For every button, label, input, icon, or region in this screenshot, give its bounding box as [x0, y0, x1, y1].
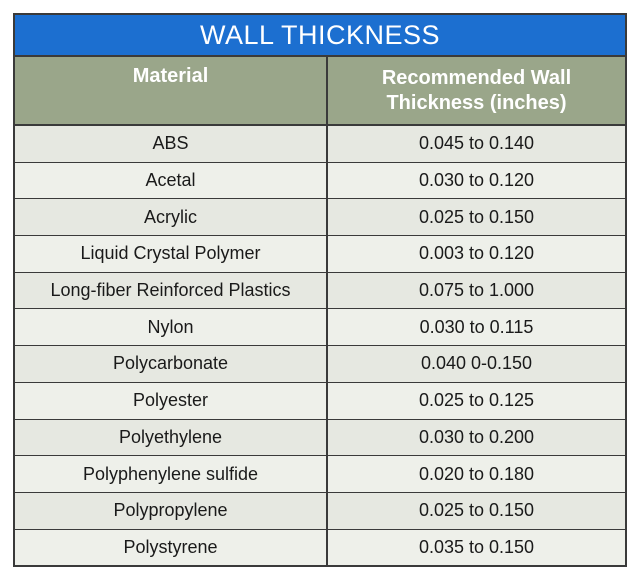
- cell-material: Polyester: [15, 382, 327, 419]
- cell-thickness: 0.025 to 0.150: [327, 199, 625, 236]
- table-row: [15, 456, 625, 493]
- cell-thickness: 0.025 to 0.125: [327, 382, 625, 419]
- cell-material: Acetal: [15, 162, 327, 199]
- cell-thickness: 0.040 0-0.150: [327, 346, 625, 383]
- table-row: [15, 272, 625, 309]
- cell-thickness: 0.030 to 0.120: [327, 162, 625, 199]
- table-row: [15, 492, 625, 529]
- cell-material: Polyethylene: [15, 419, 327, 456]
- cell-material: Acrylic: [15, 199, 327, 236]
- header-thickness: [327, 57, 625, 125]
- cell-thickness: 0.020 to 0.180: [327, 456, 625, 493]
- cell-material: Polypropylene: [15, 492, 327, 529]
- table-row: [15, 419, 625, 456]
- table-row: [15, 382, 625, 419]
- cell-material: Nylon: [15, 309, 327, 346]
- cell-thickness: 0.025 to 0.150: [327, 492, 625, 529]
- cell-thickness: 0.030 to 0.115: [327, 309, 625, 346]
- table-row: [15, 346, 625, 383]
- cell-material: Polycarbonate: [15, 346, 327, 383]
- table-row: [15, 236, 625, 273]
- cell-material: ABS: [15, 125, 327, 162]
- cell-material: Long-fiber Reinforced Plastics: [15, 272, 327, 309]
- header-material: Material: [15, 57, 327, 125]
- cell-material: Liquid Crystal Polymer: [15, 236, 327, 273]
- table-row: [15, 162, 625, 199]
- cell-thickness: 0.075 to 1.000: [327, 272, 625, 309]
- cell-thickness: 0.003 to 0.120: [327, 236, 625, 273]
- table-row: [15, 199, 625, 236]
- wall-thickness-table: [13, 13, 627, 567]
- table-title: WALL THICKNESS: [15, 15, 625, 57]
- cell-material: Polystyrene: [15, 529, 327, 565]
- header-thickness-line2: Thickness (inches): [386, 91, 567, 114]
- table-row: [15, 309, 625, 346]
- table-row: [15, 125, 625, 162]
- header-row: [15, 57, 625, 125]
- cell-thickness: 0.035 to 0.150: [327, 529, 625, 565]
- table-row: [15, 529, 625, 565]
- header-thickness-line1: Recommended Wall: [381, 66, 572, 89]
- cell-thickness: 0.045 to 0.140: [327, 125, 625, 162]
- table-body: [15, 125, 625, 565]
- thickness-table-grid: [15, 57, 625, 565]
- cell-thickness: 0.030 to 0.200: [327, 419, 625, 456]
- cell-material: Polyphenylene sulfide: [15, 456, 327, 493]
